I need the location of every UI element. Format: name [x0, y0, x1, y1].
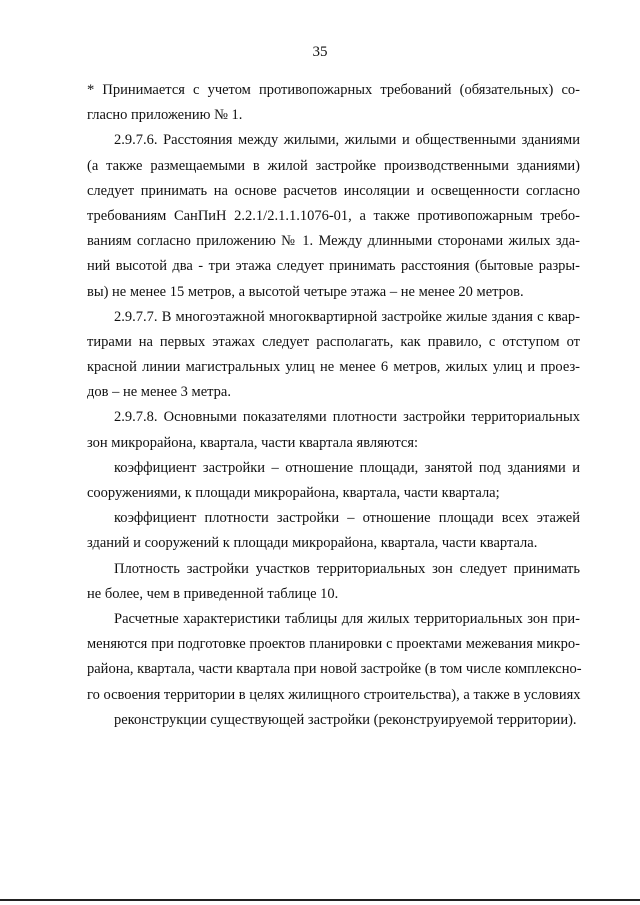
- text-line: 2.9.7.6. Расстояния между жилыми, жилыми и общественными зданиями: [114, 132, 580, 149]
- text-line: 2.9.7.8. Основными показателями плотности застройки территориальных: [114, 409, 580, 426]
- page-number: 35: [312, 44, 328, 60]
- text-line: дов – не менее 3 метра.: [87, 384, 231, 401]
- text-line: реконструкции существующей застройки (реконструируемой территории).: [114, 711, 577, 728]
- text-line: ваниям согласно приложению № 1. Между длинными сторонами жилых зда-: [87, 233, 580, 250]
- text-line: зданий и сооружений к площади микрорайона, квартала, части квартала.: [87, 535, 538, 552]
- text-line: гласно приложению № 1.: [87, 107, 243, 124]
- text-line: красной линии магистральных улиц не менее 6 метров, жилых улиц и проез-: [87, 359, 580, 376]
- text-line: сооружениями, к площади микрорайона, квартала, части квартала;: [87, 485, 500, 501]
- text-line: ний высотой два - три этажа следует принимать расстояния (бытовые разры-: [87, 258, 580, 275]
- document-body: [87, 78, 580, 733]
- text-line: вы) не менее 15 метров, а высотой четыре этажа – не менее 20 метров.: [87, 283, 524, 300]
- page-bottom-rule: [0, 899, 640, 901]
- text-line: тирами на первых этажах следует располагать, как правило, с отступом от: [87, 333, 580, 350]
- text-line: Плотность застройки участков территориальных зон следует принимать: [114, 560, 580, 577]
- text-line: го освоения территории в целях жилищного строительства), а также в условиях: [87, 686, 581, 703]
- text-line: 2.9.7.7. В многоэтажной многоквартирной застройке жилые здания с квар-: [114, 308, 580, 325]
- text-line: * Принимается с учетом противопожарных требований (обязательных) со-: [87, 82, 580, 98]
- text-line: коэффициент плотности застройки – отношение площади всех этажей: [114, 510, 580, 527]
- text-line: (а также размещаемыми в жилой застройке производственными зданиями): [87, 157, 580, 174]
- text-line: Расчетные характеристики таблицы для жилых территориальных зон при-: [114, 610, 580, 627]
- text-line: коэффициент застройки – отношение площади, занятой под зданиями и: [114, 459, 580, 476]
- text-line: меняются при подготовке проектов планировки с проектами межевания микро-: [87, 636, 580, 653]
- text-line: не более, чем в приведенной таблице 10.: [87, 585, 339, 602]
- text-line: следует принимать на основе расчетов инсоляции и освещенности согласно: [87, 182, 580, 199]
- text-line: зон микрорайона, квартала, части квартала являются:: [87, 434, 419, 451]
- text-line: требованиям СанПиН 2.2.1/2.1.1.1076-01, а также противопожарным требо-: [87, 207, 580, 224]
- text-line: района, квартала, части квартала при новой застройке (в том числе комплексно-: [87, 661, 582, 678]
